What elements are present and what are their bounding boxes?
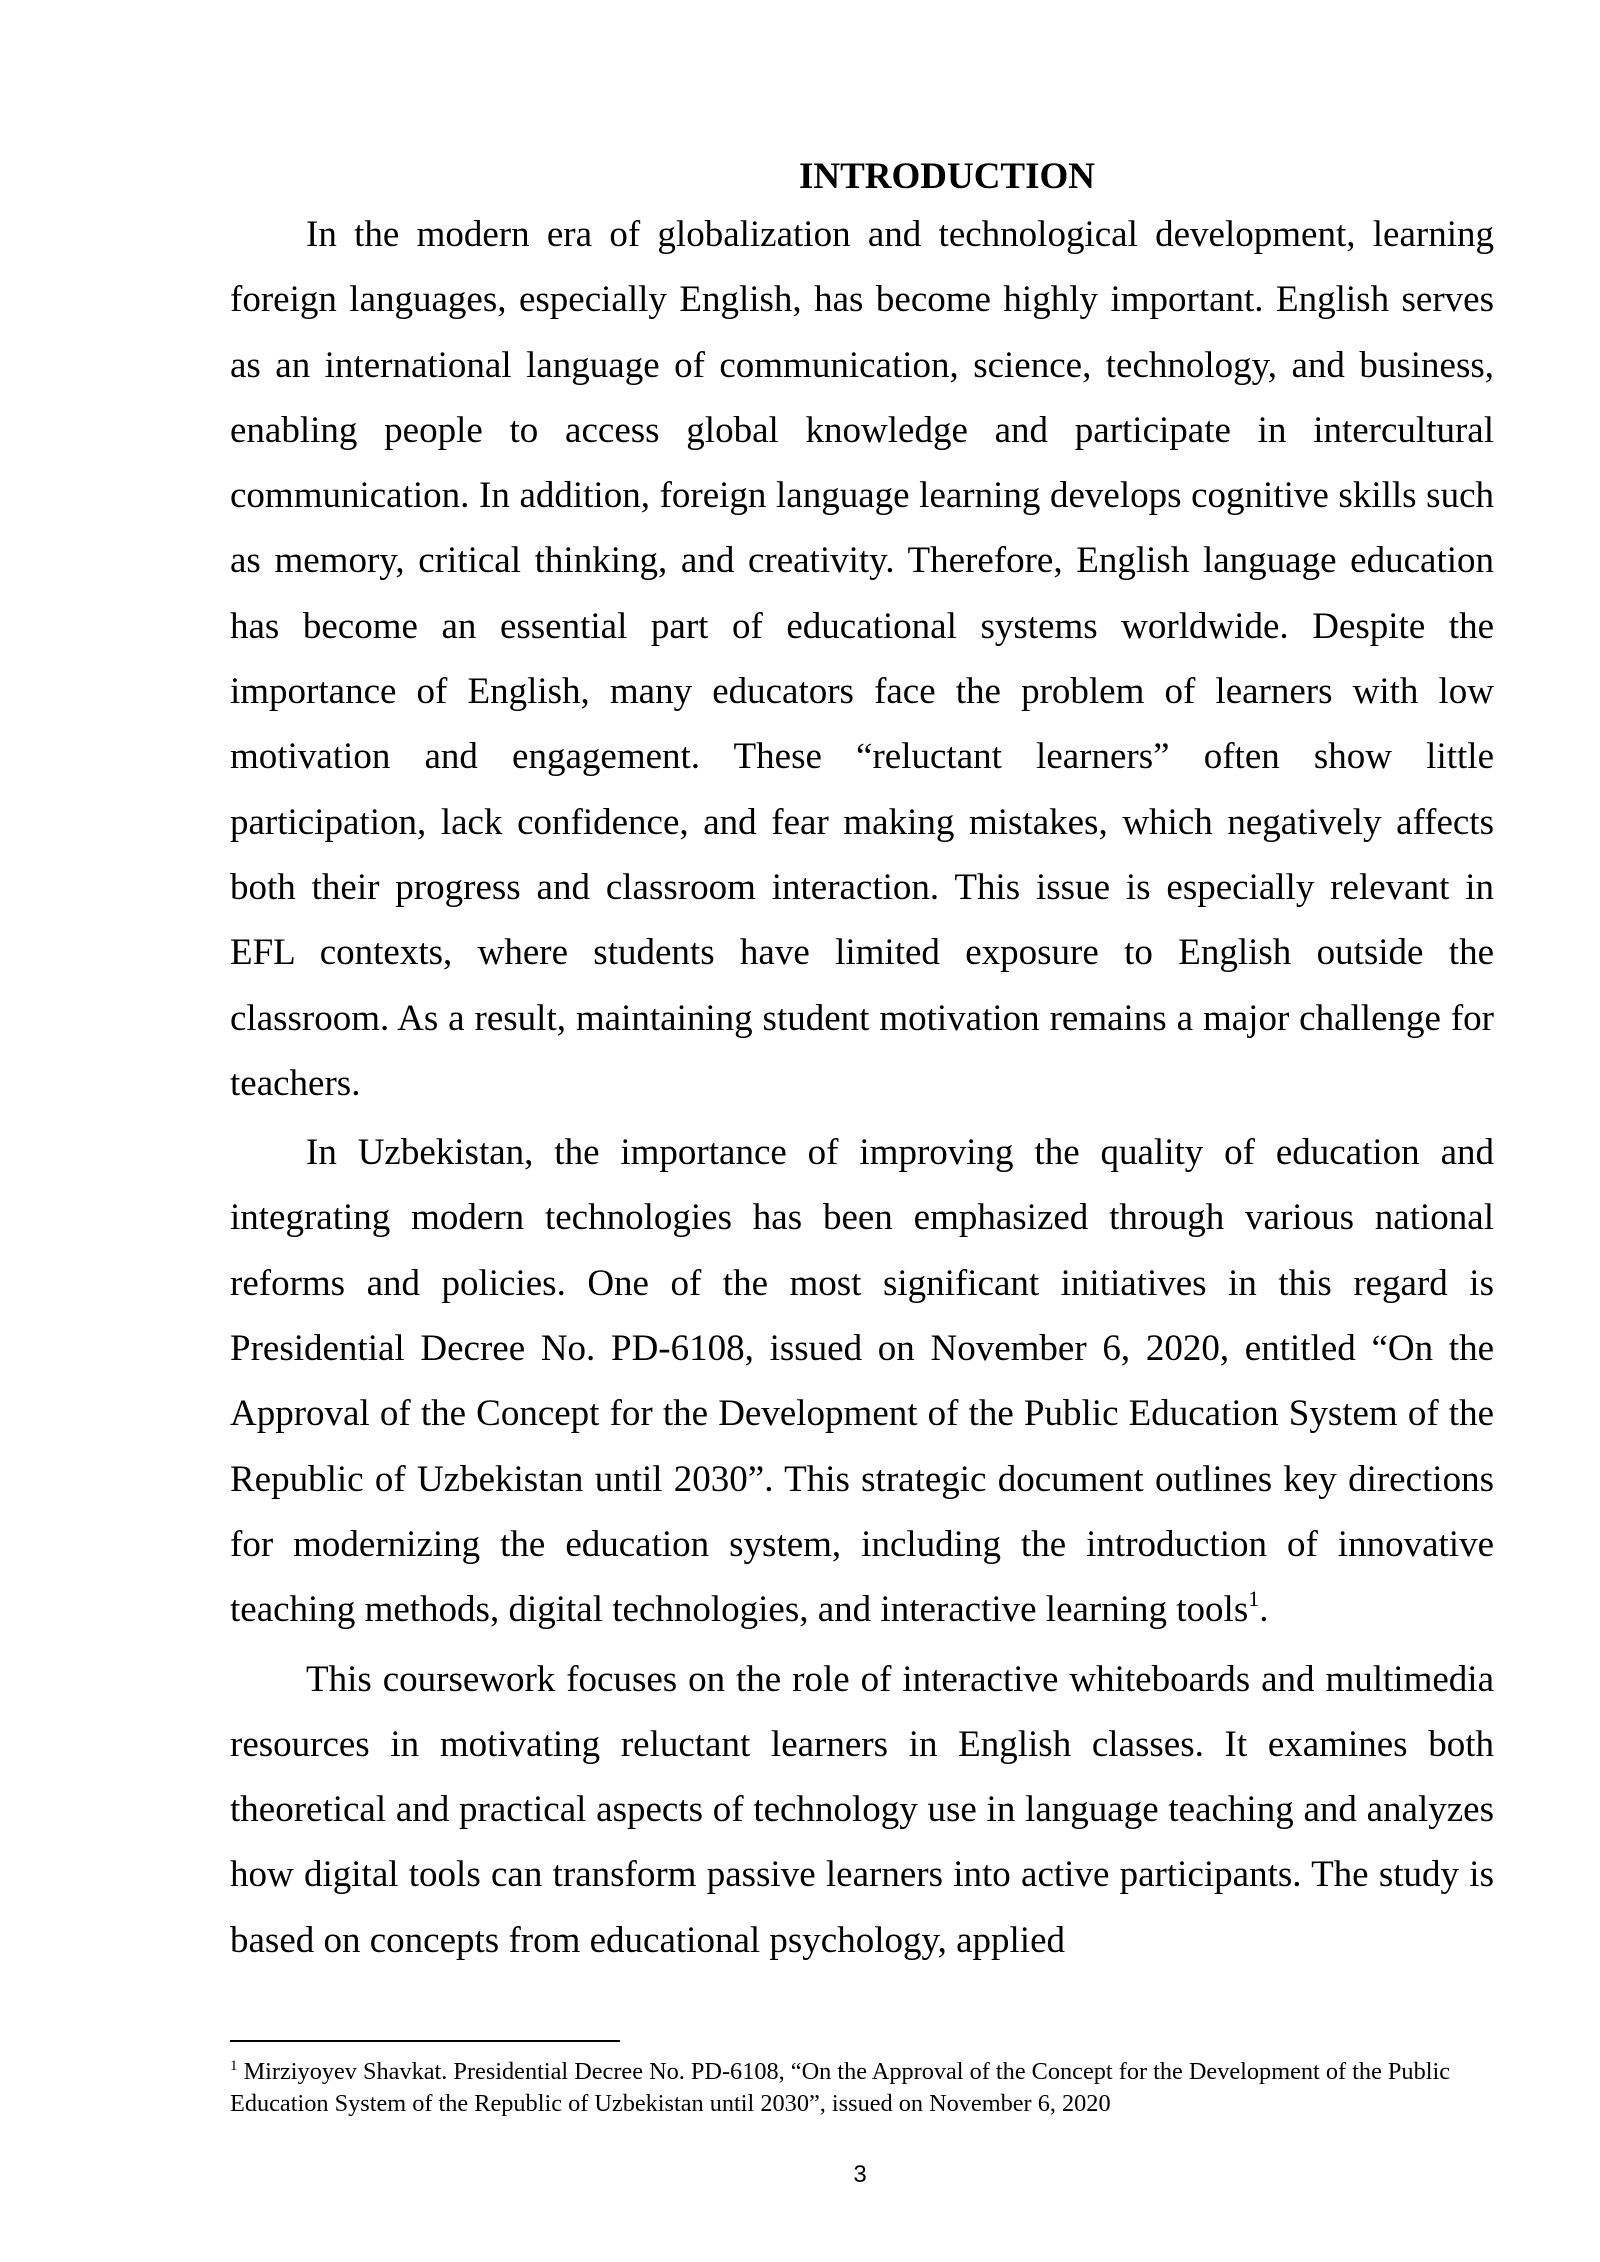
paragraph-2-end: .: [1259, 1589, 1269, 1631]
footnote-text: Mirziyoyev Shavkat. Presidential Decree No. PD-6108, “On the Approval of the Concept for the Development of the Public Education System of the Republic of Uzbekistan until 2030”, issued on November 6, 2020: [230, 2058, 1451, 2117]
document-body: [230, 152, 1494, 1973]
page-number: 3: [853, 2161, 867, 2188]
paragraph-3-text: This coursework focuses on the role of interactive whiteboards and multimedia resources in motivating reluctant learners in English classes. It examines both theoretical and practical aspects of technology use in language teaching and analyzes how digital tools can transform passive learners into active participants. The study is based on concepts from educational psychology, applied: [230, 1658, 1494, 1961]
footnote-reference[interactable]: 1: [1248, 1586, 1260, 1612]
paragraph-3: [230, 1647, 1494, 1973]
page-title: INTRODUCTION: [798, 156, 1096, 197]
paragraph-1-text: In the modern era of globalization and technological development, learning foreign languages, especially English, has become highly important. English serves as an international language of communication, science, technology, and business, enabling people to access global knowledge and participate in intercultural communication. In addition, foreign language learning develops cognitive skills such as memory, critical thinking, and creativity. Therefore, English language education has become an essential part of educational systems worldwide. Despite the importance of English, many educators face the problem of learners with low motivation and engagement. These “reluctant learners” often show little participation, lack confidence, and fear making mistakes, which negatively affects both their progress and classroom interaction. This issue is especially relevant in EFL contexts, where students have limited exposure to English outside the classroom. As a result, maintaining student motivation remains a major challenge for teachers.: [230, 214, 1494, 1104]
paragraph-2-text: In Uzbekistan, the importance of improving the quality of education and integrating modern technologies has been emphasized through various national reforms and policies. One of the most significant initiatives in this regard is Presidential Decree No. PD-6108, issued on November 6, 2020, entitled “On the Approval of the Concept for the Development of the Public Education System of the Republic of Uzbekistan until 2030”. This strategic document outlines key directions for modernizing the education system, including the introduction of innovative teaching methods, digital technologies, and interactive learning tools: [230, 1132, 1494, 1631]
footnote-divider: [230, 2040, 620, 2042]
paragraph-2: [230, 1120, 1494, 1642]
footnote-marker: 1: [230, 2058, 238, 2074]
footnote: [230, 2056, 1494, 2120]
paragraph-1: [230, 202, 1494, 1116]
